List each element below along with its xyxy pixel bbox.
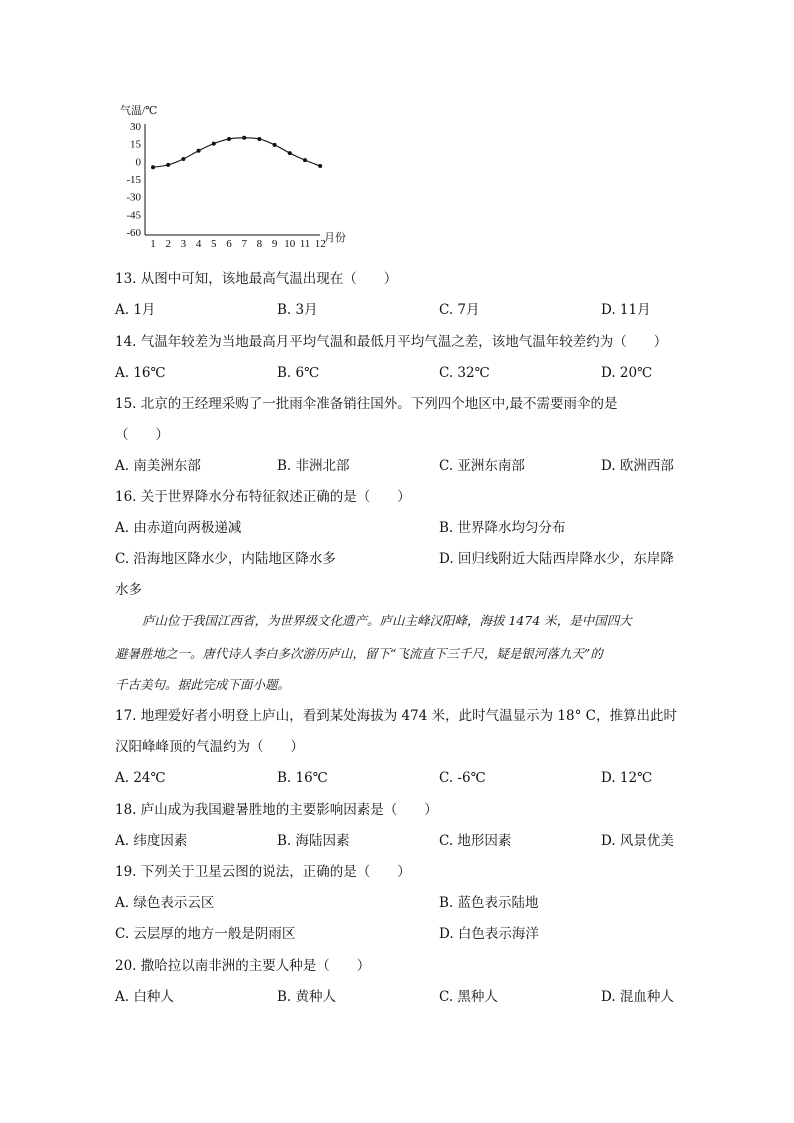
q19-option-b[interactable]: B. 蓝色表示陆地 xyxy=(439,895,539,911)
temperature-point xyxy=(181,157,185,161)
temperature-series-line xyxy=(153,138,320,167)
q19-option-a[interactable]: A. 绿色表示云区 xyxy=(115,895,215,911)
x-tick-group xyxy=(150,238,325,248)
temperature-point xyxy=(242,136,246,140)
x-tick-label: 9 xyxy=(271,238,278,248)
temperature-point xyxy=(303,158,307,162)
temperature-point xyxy=(273,143,277,147)
q13-option-a[interactable]: A. 1月 xyxy=(115,302,156,318)
q19-stem: 19. 下列关于卫星云图的说法，正确的是（ ） xyxy=(115,864,411,880)
q17-stem: 17. 地理爱好者小明登上庐山，看到某处海拔为 474 米，此时气温显示为 18° C，推算出此时 xyxy=(115,708,677,724)
temperature-line-chart xyxy=(108,98,368,248)
x-tick-label: 7 xyxy=(241,238,247,248)
passage-line-3: 千古美句。据此完成下面小题。 xyxy=(115,677,291,692)
q17-option-d[interactable]: D. 12℃ xyxy=(601,770,653,786)
x-tick-label: 8 xyxy=(256,238,263,248)
q19-option-c[interactable]: C. 云层厚的地方一般是阴雨区 xyxy=(115,926,296,942)
q17-option-a[interactable]: A. 24℃ xyxy=(115,770,166,786)
q16-option-b[interactable]: B. 世界降水均匀分布 xyxy=(439,520,566,536)
temperature-point xyxy=(227,137,231,141)
x-tick-label: 10 xyxy=(284,238,296,248)
x-tick-label: 4 xyxy=(195,238,202,248)
y-tick-label: 0 xyxy=(135,156,141,169)
q16-option-a[interactable]: A. 由赤道向两极递减 xyxy=(115,520,242,536)
q14-stem: 14. 气温年较差为当地最高月平均气温和最低月平均气温之差，该地气温年较差约为（ ） xyxy=(115,334,668,350)
temperature-points xyxy=(151,136,322,169)
q17-option-b[interactable]: B. 16℃ xyxy=(277,770,328,786)
q14-option-d[interactable]: D. 20℃ xyxy=(601,365,653,381)
x-tick-label: 6 xyxy=(226,238,232,248)
q15-option-b[interactable]: B. 非洲北部 xyxy=(277,458,350,474)
q19-option-d[interactable]: D. 白色表示海洋 xyxy=(439,926,539,942)
x-tick-label: 1 xyxy=(150,238,156,248)
q16-option-d-wrap: 水多 xyxy=(115,582,142,598)
q16-option-c[interactable]: C. 沿海地区降水少，内陆地区降水多 xyxy=(115,551,336,567)
passage-line-1: 庐山位于我国江西省，为世界级文化遗产。庐山主峰汉阳峰，海拔 1474 米，是中国四大 xyxy=(142,613,632,628)
q20-option-d[interactable]: D. 混血种人 xyxy=(601,989,674,1005)
x-tick-label: 5 xyxy=(211,238,217,248)
q13-option-c[interactable]: C. 7月 xyxy=(439,302,480,318)
temperature-point xyxy=(288,151,292,155)
q13-option-d[interactable]: D. 11月 xyxy=(601,302,651,318)
temperature-point xyxy=(151,165,155,169)
q14-option-c[interactable]: C. 32℃ xyxy=(439,365,490,381)
y-tick-label: -15 xyxy=(126,174,141,186)
q18-option-a[interactable]: A. 纬度因素 xyxy=(115,833,188,849)
temperature-point xyxy=(257,137,261,141)
temperature-point xyxy=(212,142,216,146)
q14-option-b[interactable]: B. 6℃ xyxy=(277,365,320,381)
q18-option-b[interactable]: B. 海陆因素 xyxy=(277,833,350,849)
q18-option-d[interactable]: D. 风景优美 xyxy=(601,833,674,849)
q20-option-b[interactable]: B. 黄种人 xyxy=(277,989,337,1005)
x-tick-label: 2 xyxy=(165,238,171,248)
x-tick-label: 11 xyxy=(299,238,311,248)
q16-option-d[interactable]: D. 回归线附近大陆西岸降水少，东岸降 xyxy=(439,551,674,567)
q16-stem: 16. 关于世界降水分布特征叙述正确的是（ ） xyxy=(115,489,411,505)
x-tick-label: 12 xyxy=(314,238,326,248)
x-axis-label: 月份 xyxy=(324,232,346,244)
y-tick-label: -60 xyxy=(126,227,141,239)
q13-stem: 13. 从图中可知，该地最高气温出现在（ ） xyxy=(115,271,398,287)
y-tick-label: 30 xyxy=(130,121,141,133)
q13-option-b[interactable]: B. 3月 xyxy=(277,302,318,318)
x-tick-label: 3 xyxy=(180,238,187,248)
y-axis-label: 气温/℃ xyxy=(120,105,158,117)
q15-option-d[interactable]: D. 欧洲西部 xyxy=(601,458,674,474)
q17-option-c[interactable]: C. -6℃ xyxy=(439,770,486,786)
q15-option-a[interactable]: A. 南美洲东部 xyxy=(115,458,201,474)
y-tick-label: -45 xyxy=(126,209,141,222)
q17-stem-cont: 汉阳峰峰顶的气温约为（ ） xyxy=(115,739,304,755)
q15-stem-cont: （ ） xyxy=(115,427,169,443)
q18-stem: 18. 庐山成为我国避暑胜地的主要影响因素是（ ） xyxy=(115,802,438,818)
q15-stem: 15. 北京的王经理采购了一批雨伞准备销往国外。下列四个地区中,最不需要雨伞的是 xyxy=(115,396,618,412)
temperature-point xyxy=(166,163,170,167)
temperature-point xyxy=(318,164,322,168)
y-tick-group xyxy=(126,121,141,239)
y-tick-label: -30 xyxy=(126,191,141,204)
temperature-point xyxy=(197,149,201,153)
q14-option-a[interactable]: A. 16℃ xyxy=(115,365,166,381)
q20-stem: 20. 撒哈拉以南非洲的主要人种是（ ） xyxy=(115,958,371,974)
q15-option-c[interactable]: C. 亚洲东南部 xyxy=(439,458,525,474)
q20-option-a[interactable]: A. 白种人 xyxy=(115,989,174,1005)
q18-option-c[interactable]: C. 地形因素 xyxy=(439,833,512,849)
q20-option-c[interactable]: C. 黑种人 xyxy=(439,989,498,1005)
y-tick-label: 15 xyxy=(130,138,141,151)
passage-line-2: 避暑胜地之一。唐代诗人李白多次游历庐山，留下“飞流直下三千尺，疑是银河落九天”的 xyxy=(115,646,603,661)
